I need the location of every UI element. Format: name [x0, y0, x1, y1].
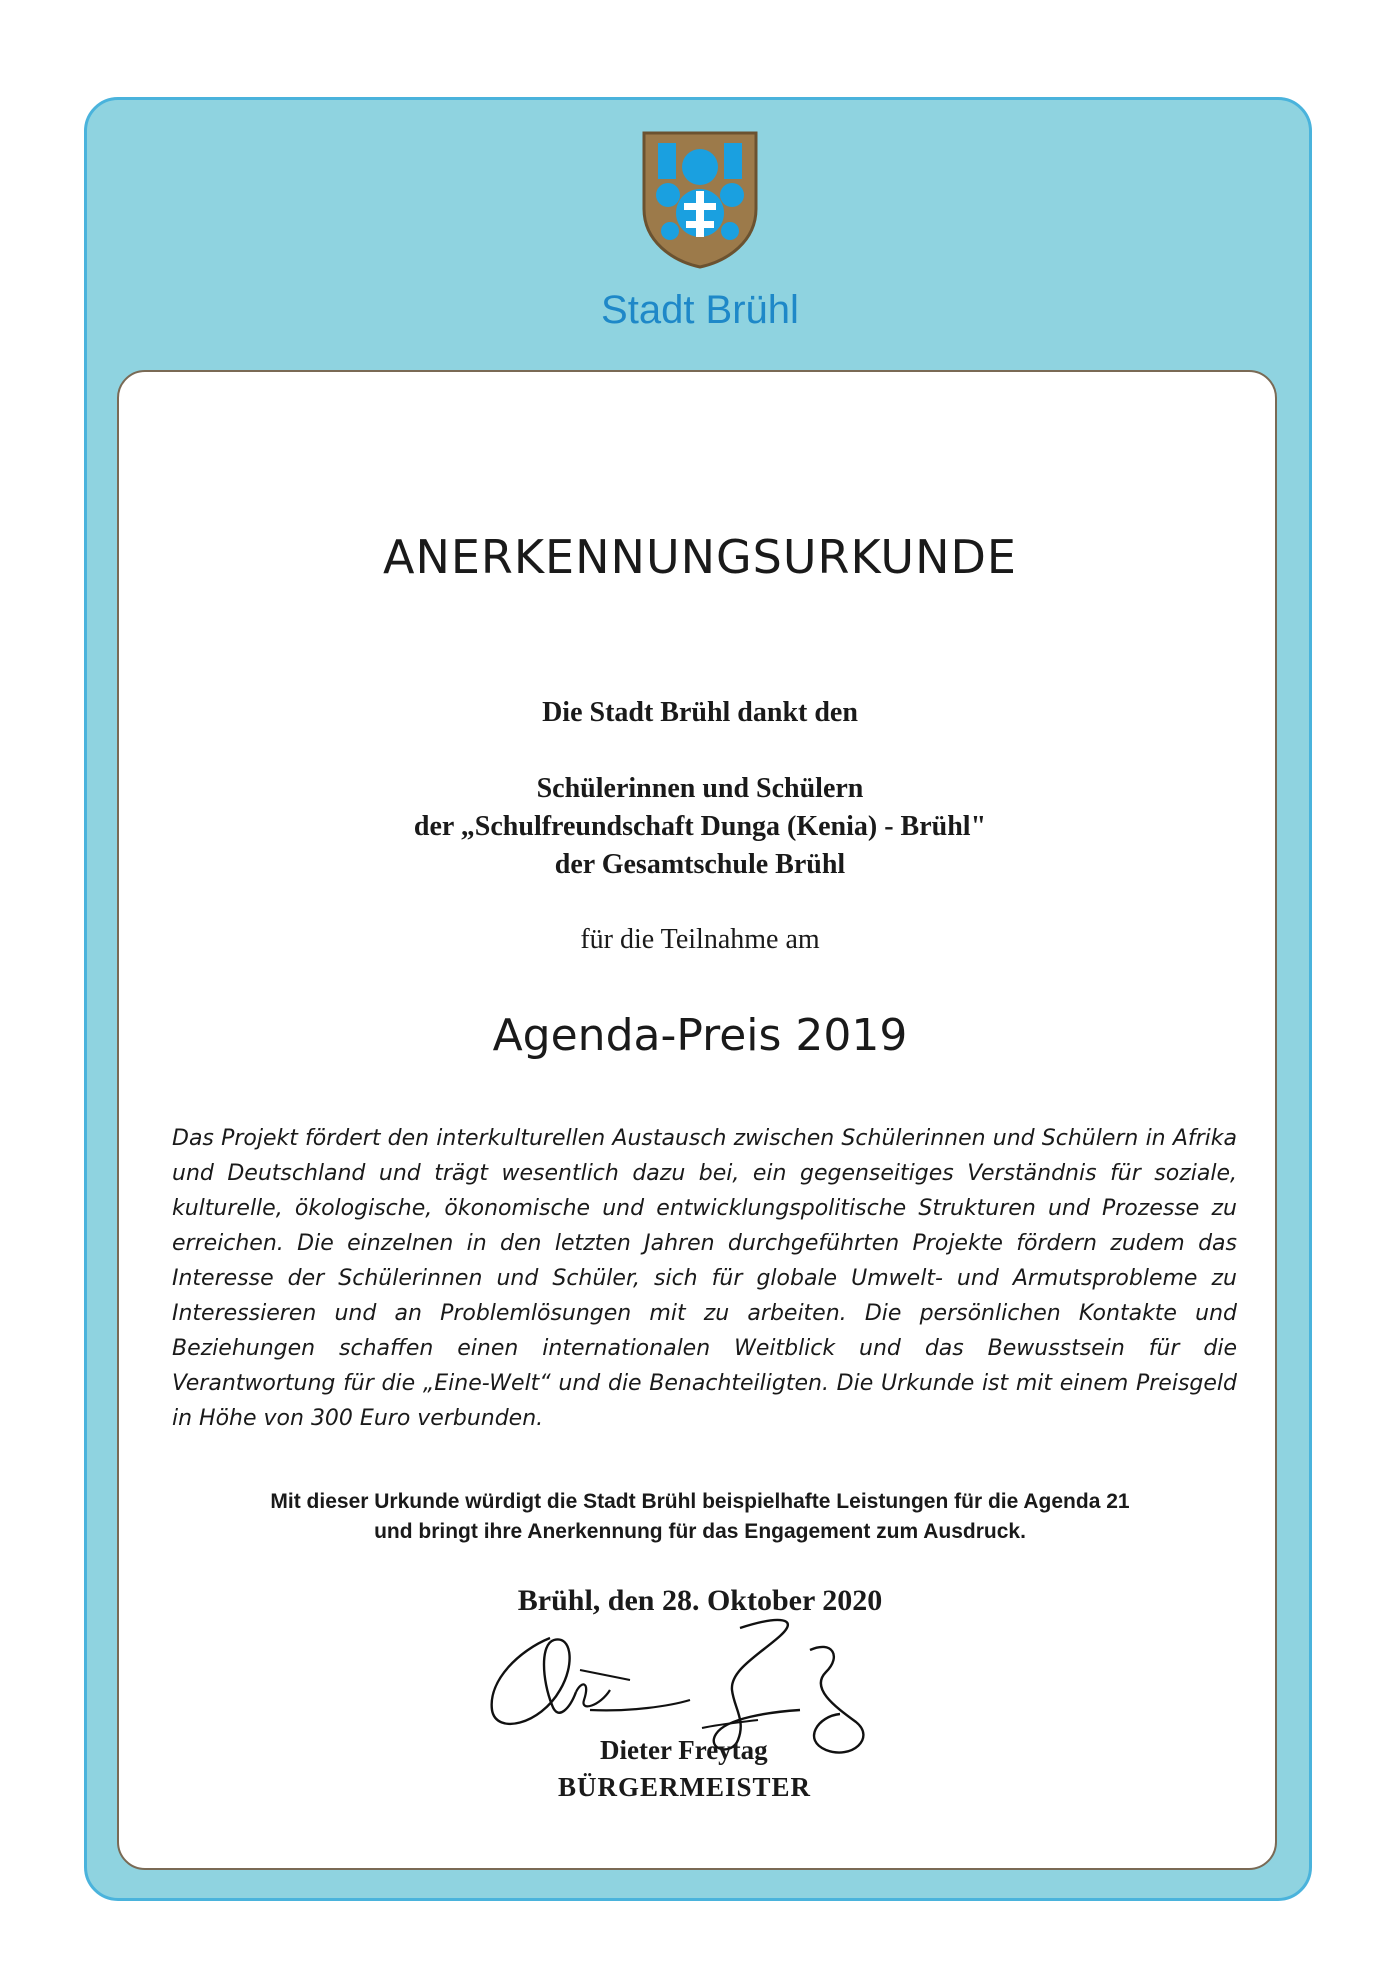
project-description: Das Projekt fördert den interkulturellen Austausch zwischen Schülerinnen und Schülern in Afrika und Deutschland und trägt wesentlich dazu bei, ein gegenseitiges Verständnis für soziale, kulturelle, ökologische, ökonomische und entwicklungspolitische Strukturen und Prozesse zu erreichen. Die einzelnen in den letzten Jahren durchgeführten Projekte fördern zudem das Interesse der Schülerinnen und Schüler, sich für globale Umwelt- und Armutsprobleme zu Interessieren und an Problemlösungen mit zu arbeiten. Die persönlichen Kontakte und Beziehungen schaffen einen internationalen Weitblick und das Bewusstsein für die Verantwortung für die „Eine-Welt“ und die Benachteiligten. Die Urkunde ist mit einem Preisgeld in Höhe von 300 Euro verbunden.	[172, 1126, 1237, 1431]
participation-line: für die Teilnahme am	[580, 924, 820, 955]
city-crest-icon	[640, 129, 760, 269]
recognition-line-2: und bringt ihre Anerkennung für das Engagement zum Ausdruck.	[374, 1520, 1026, 1543]
award-name: Agenda-Preis 2019	[492, 1010, 908, 1061]
signer-role: BÜRGERMEISTER	[558, 1772, 812, 1802]
city-name: Stadt Brühl	[601, 288, 799, 332]
place-date: Brühl, den 28. Oktober 2020	[517, 1584, 883, 1617]
recipient-line-2: der „Schulfreundschaft Dunga (Kenia) - Brühl"	[413, 811, 987, 842]
recipient-line-3: der Gesamtschule Brühl	[554, 849, 846, 880]
intro-line: Die Stadt Brühl dankt den	[542, 697, 858, 728]
recognition-line-1: Mit dieser Urkunde würdigt die Stadt Brühl beispielhafte Leistungen für die Agenda 21	[270, 1490, 1130, 1513]
certificate-title: ANERKENNUNGSURKUNDE	[382, 530, 1017, 584]
signer-name: Dieter Freytag	[600, 1735, 768, 1765]
recipient-line-1: Schülerinnen und Schülern	[536, 773, 864, 804]
